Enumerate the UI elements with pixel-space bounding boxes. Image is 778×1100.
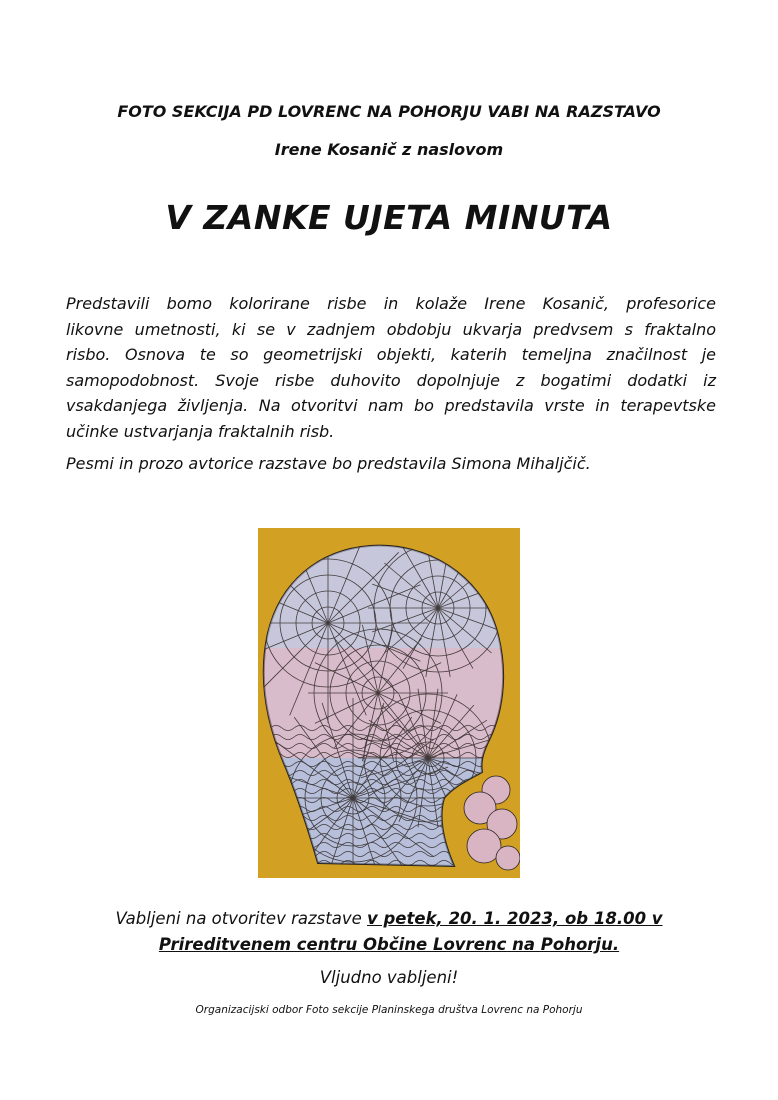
- description-line: učinke ustvarjanja fraktalnih risb.: [66, 421, 335, 441]
- description-line: likovne umetnosti, ki se v zadnjem obdobju ukvarja predvsem s fraktalno: [66, 319, 716, 339]
- event-venue: Prireditvenem centru Občine Lovrenc na Pohorju.: [158, 935, 620, 954]
- description-line: risbo. Osnova te so geometrijski objekti, katerih temeljna značilnost je: [66, 345, 716, 364]
- presenter-paragraph: Pesmi in prozo avtorice razstave bo predstavila Simona Mihaljčič.: [66, 454, 591, 473]
- event-date-time: v petek, 20. 1. 2023, ob 18.00 v: [367, 909, 663, 928]
- exhibition-title: V ZANKE UJETA MINUTA: [165, 198, 613, 237]
- artwork-image: [258, 528, 520, 878]
- description-line: Predstavili bomo kolorirane risbe in kolaže Irene Kosanič, profesorice: [66, 294, 716, 313]
- description-line: vsakdanjega življenja. Na otvoritvi nam bo predstavila vrste in terapevtske: [66, 396, 716, 415]
- organizer-footer: Organizacijski odbor Foto sekcije Planinskega društva Lovrenc na Pohorju: [195, 1004, 583, 1016]
- organizer-header: FOTO SEKCIJA PD LOVRENC NA POHORJU VABI NA RAZSTAVO: [117, 102, 661, 121]
- artist-subtitle: Irene Kosanič z naslovom: [274, 140, 504, 159]
- invitation-line: [0, 909, 778, 928]
- invitation-prefix: Vabljeni na otvoritev razstave: [115, 909, 367, 928]
- closing-greeting: Vljudno vabljeni!: [319, 968, 459, 987]
- description: [66, 291, 716, 477]
- description-line: samopodobnost. Svoje risbe duhovito dopolnjuje z bogatimi dodatki iz: [66, 370, 716, 390]
